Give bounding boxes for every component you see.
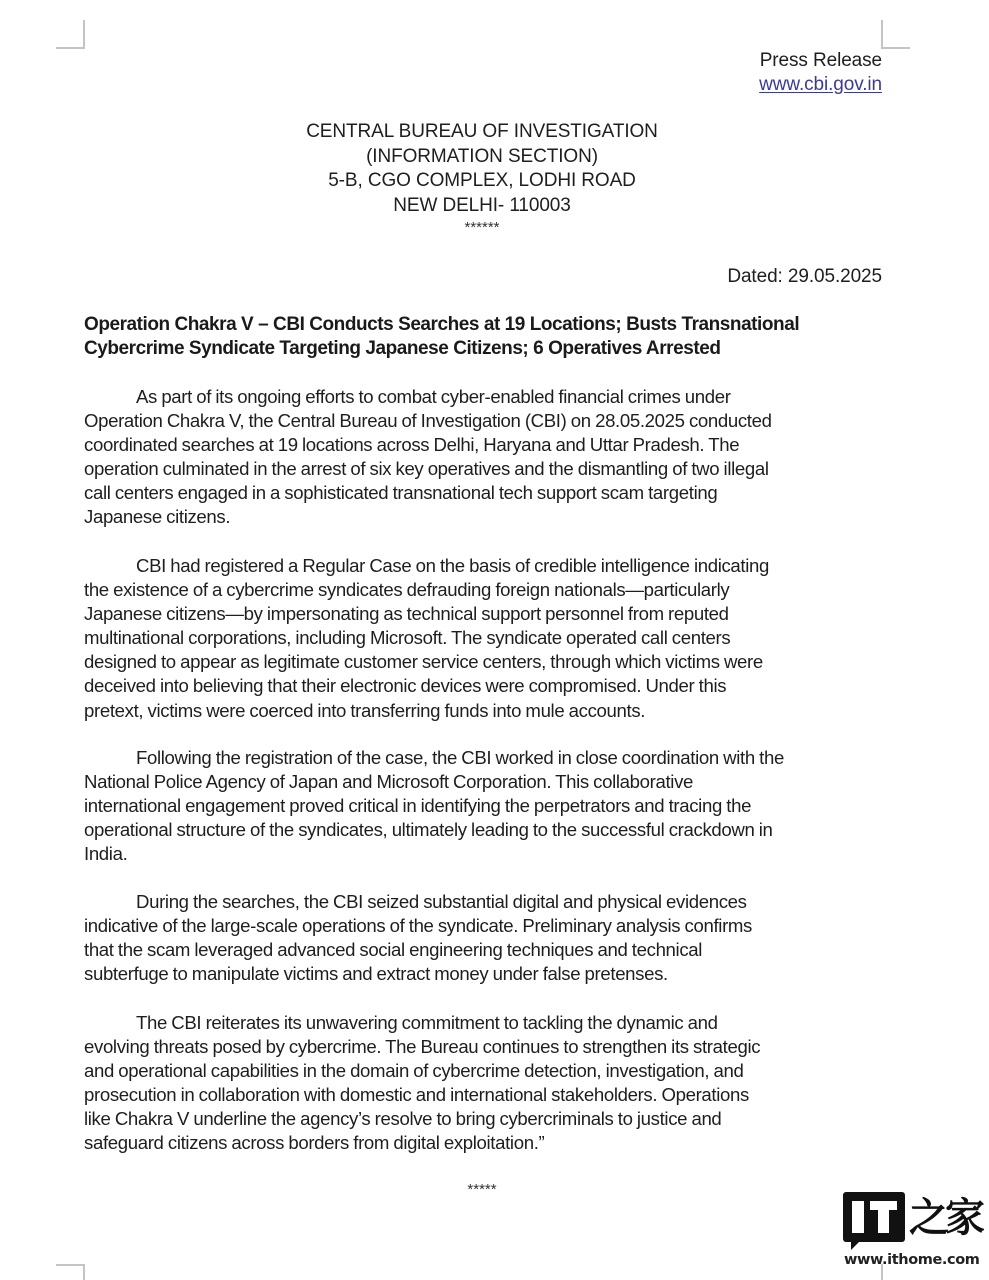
paragraph-line: coordinated searches at 19 locations across Delhi, Haryana and Uttar Pradesh. The	[84, 434, 740, 456]
paragraph-2	[84, 554, 884, 723]
ithome-watermark	[843, 1192, 983, 1274]
paragraph-line: designed to appear as legitimate customer service centers, through which victims were	[84, 651, 763, 673]
letterhead-org: CENTRAL BUREAU OF INVESTIGATION	[306, 121, 658, 142]
crop-mark-top-left-v	[83, 20, 85, 49]
paragraph-5	[84, 1011, 884, 1156]
paragraph-3	[84, 746, 884, 866]
paragraph-line: The CBI reiterates its unwavering commitment to tackling the dynamic and	[136, 1012, 718, 1033]
paragraph-line: the existence of a cybercrime syndicates defrauding foreign nationals—particularly	[84, 579, 730, 601]
paragraph-line: India.	[84, 843, 128, 865]
paragraph-line: call centers engaged in a sophisticated transnational tech support scam targeting	[84, 482, 718, 504]
ithome-logo-icon	[843, 1192, 905, 1242]
crop-mark-top-right-v	[881, 20, 883, 49]
paragraph-line: National Police Agency of Japan and Microsoft Corporation. This collaborative	[84, 771, 694, 793]
paragraph-1	[84, 385, 884, 530]
cbi-website-link[interactable]: www.cbi.gov.in	[759, 74, 882, 95]
paragraph-line: operational structure of the syndicates, ultimately leading to the successful crackdown in	[84, 819, 773, 841]
title-line: Operation Chakra V – CBI Conducts Searches at 19 Locations; Busts Transnational	[84, 314, 800, 335]
end-separator: *****	[467, 1181, 497, 1198]
letterhead-address: 5-B, CGO COMPLEX, LODHI ROAD	[328, 170, 636, 191]
paragraph-line: indicative of the large-scale operations of the syndicate. Preliminary analysis confirms	[84, 915, 752, 937]
press-release-label: Press Release	[759, 50, 882, 71]
release-title	[84, 313, 884, 361]
paragraph-line: As part of its ongoing efforts to combat cyber-enabled financial crimes under	[136, 386, 731, 407]
crop-mark-bottom-left-v	[83, 1264, 85, 1280]
crop-mark-bottom-left-h	[56, 1264, 85, 1266]
paragraph-line: multinational corporations, including Microsoft. The syndicate operated call centers	[84, 627, 731, 649]
paragraph-4	[84, 890, 884, 986]
letterhead-separator: ******	[464, 219, 500, 236]
release-date: Dated: 29.05.2025	[727, 266, 882, 287]
crop-mark-top-left-h	[56, 47, 85, 49]
letterhead-city: NEW DELHI- 110003	[393, 194, 571, 216]
paragraph-line: and operational capabilities in the domain of cybercrime detection, investigation, and	[84, 1060, 744, 1082]
paragraph-line: Operation Chakra V, the Central Bureau of Investigation (CBI) on 28.05.2025 conducted	[84, 410, 772, 432]
paragraph-line: operation culminated in the arrest of six key operatives and the dismantling of two illegal	[84, 458, 769, 480]
ithome-logo-chinese: 之家	[909, 1194, 981, 1241]
paragraph-line: CBI had registered a Regular Case on the basis of credible intelligence indicating	[136, 555, 770, 576]
title-line: Cybercrime Syndicate Targeting Japanese Citizens; 6 Operatives Arrested	[84, 338, 721, 359]
paragraph-line: like Chakra V underline the agency’s resolve to bring cybercriminals to justice and	[84, 1108, 722, 1130]
paragraph-line: deceived into believing that their electronic devices were compromised. Under this	[84, 675, 727, 697]
paragraph-line: prosecution in collaboration with domestic and international stakeholders. Operations	[84, 1084, 749, 1106]
letterhead	[282, 120, 682, 238]
paragraph-line: pretext, victims were coerced into transferring funds into mule accounts.	[84, 699, 646, 721]
paragraph-line: Japanese citizens—by impersonating as technical support personnel from reputed	[84, 603, 729, 625]
paragraph-line: safeguard citizens across borders from digital exploitation.”	[84, 1132, 545, 1154]
paragraph-line: subterfuge to manipulate victims and extract money under false pretenses.	[84, 963, 668, 985]
letterhead-section: (INFORMATION SECTION)	[366, 145, 598, 167]
speech-bubble-tail-icon	[851, 1240, 861, 1250]
paragraph-line: Following the registration of the case, the CBI worked in close coordination with the	[136, 747, 784, 768]
paragraph-line: international engagement proved critical in identifying the perpetrators and tracing the	[84, 795, 752, 817]
ithome-url: www.ithome.com	[844, 1252, 980, 1268]
paragraph-line: Japanese citizens.	[84, 506, 231, 528]
paragraph-line: During the searches, the CBI seized substantial digital and physical evidences	[136, 891, 747, 912]
paragraph-line: evolving threats posed by cybercrime. The Bureau continues to strengthen its strategic	[84, 1036, 761, 1058]
crop-mark-top-right-h	[881, 47, 910, 49]
paragraph-line: that the scam leveraged advanced social engineering techniques and technical	[84, 939, 703, 961]
